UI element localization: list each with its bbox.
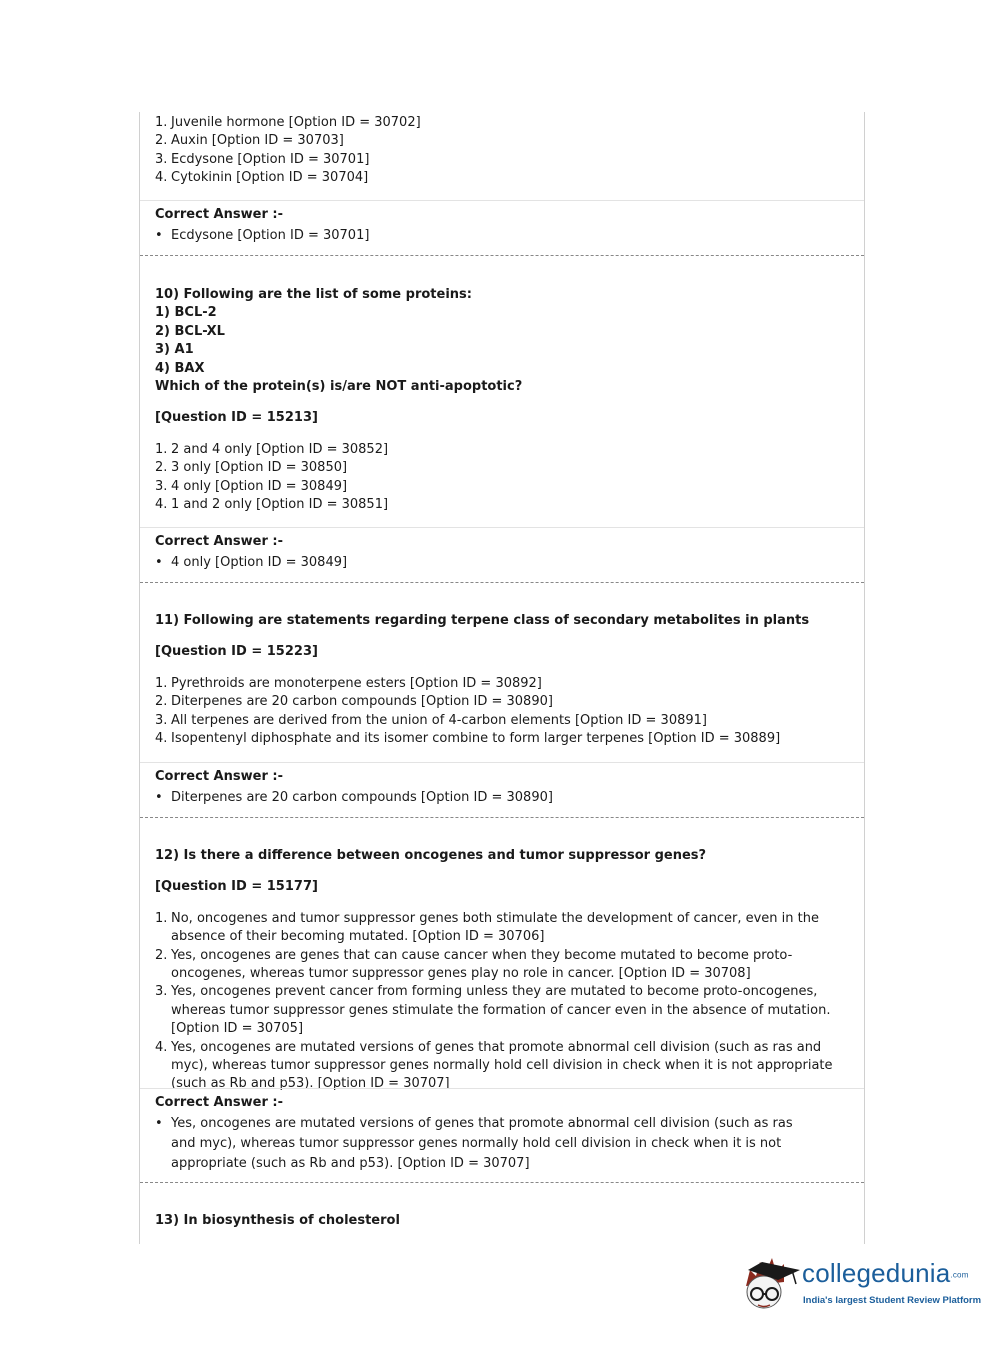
divider: [140, 200, 864, 201]
q10-option-4: 4. 1 and 2 only [Option ID = 30851]: [155, 496, 389, 512]
question-paper-frame: [139, 112, 865, 1244]
question-separator: [140, 255, 864, 256]
q9-option-3: 3. Ecdysone [Option ID = 30701]: [155, 151, 370, 167]
q11-option-4: 4. Isopentenyl diphosphate and its isomer combine to form larger terpenes [Option ID = 30889]: [155, 731, 781, 746]
q13-question: [155, 1212, 854, 1230]
collegedunia-logo: [740, 1248, 982, 1318]
divider: [140, 762, 864, 763]
q11-option-1: 1. Pyrethroids are monoterpene esters [Option ID = 30892]: [155, 675, 542, 691]
q10-item: 4) BAX: [155, 360, 205, 376]
q12-option-3: 3. Yes, oncogenes prevent cancer from forming unless they are mutated to become proto-oncogenes, whereas tumor suppressor genes stimulate the formation of cancer even in the absence of mutation. [Option ID = 30705]: [155, 984, 831, 1037]
q12-option-1: 1. No, oncogenes and tumor suppressor genes both stimulate the development of cancer, even in the absence of their becoming mutated. [Option ID = 30706]: [155, 910, 819, 945]
q12-question-id: [Question ID = 15177]: [155, 879, 318, 895]
q11-correct-answer: Diterpenes are 20 carbon compounds [Option ID = 30890]: [171, 790, 553, 806]
q13-title: 13) In biosynthesis of cholesterol: [155, 1213, 400, 1228]
question-separator: [140, 817, 864, 818]
q11-question-id: [Question ID = 15223]: [155, 644, 318, 660]
q10-item: 1) BCL-2: [155, 305, 217, 321]
q11-option-3: 3. All terpenes are derived from the union of 4-carbon elements [Option ID = 30891]: [155, 712, 707, 728]
question-separator: [140, 582, 864, 583]
q10-question: [155, 286, 854, 514]
q9-answer-section: [155, 206, 854, 246]
q10-item: 3) A1: [155, 342, 194, 358]
q12-answer-section: [155, 1094, 854, 1174]
q10-option-2: 2. 3 only [Option ID = 30850]: [155, 460, 348, 476]
q12-question: [155, 847, 854, 1094]
bullet: •: [155, 228, 163, 244]
divider: [140, 527, 864, 528]
q12-option-2: 2. Yes, oncogenes are genes that can cause cancer when they become mutated to become proto-oncogenes, whereas tumor suppressor genes play no role in cancer. [Option ID = 30708]: [155, 947, 793, 981]
q11-title: 11) Following are statements regarding terpene class of secondary metabolites in plants: [155, 613, 810, 628]
q10-item: 2) BCL-XL: [155, 323, 225, 339]
q10-answer-section: [155, 533, 854, 573]
q10-option-1: 1. 2 and 4 only [Option ID = 30852]: [155, 441, 389, 457]
bullet: •: [155, 790, 163, 806]
divider: [140, 1088, 864, 1089]
q10-correct-answer: 4 only [Option ID = 30849]: [171, 555, 348, 571]
q10-title: 10) Following are the list of some proteins:: [155, 287, 472, 302]
q12-correct-answer: Yes, oncogenes are mutated versions of genes that promote abnormal cell division (such as ras and myc), whereas tumor suppressor genes normally hold cell division in check when it is not appropriate (such as Rb and p53). [Option ID = 30707]: [171, 1116, 793, 1172]
q12-option-4: 4. Yes, oncogenes are mutated versions of genes that promote abnormal cell division (such as ras and myc), whereas tumor suppressor genes normally hold cell division in check when it is not appropriate (such as Rb and p53). [Option ID = 30707]: [155, 1039, 833, 1092]
q10-prompt: Which of the protein(s) is/are NOT anti-apoptotic?: [155, 378, 523, 394]
q9-option-2: 2. Auxin [Option ID = 30703]: [155, 133, 344, 149]
question-separator: [140, 1182, 864, 1183]
brand-name: collegedunia: [802, 1258, 951, 1288]
q11-question: [155, 612, 854, 748]
bullet: •: [155, 555, 163, 571]
q12-title: 12) Is there a difference between oncogenes and tumor suppressor genes?: [155, 848, 707, 863]
q11-option-2: 2. Diterpenes are 20 carbon compounds [Option ID = 30890]: [155, 694, 553, 710]
bullet: •: [155, 1116, 163, 1132]
q9-correct-answer: Ecdysone [Option ID = 30701]: [171, 228, 370, 244]
q11-answer-section: [155, 768, 854, 808]
correct-answer-label: Correct Answer :-: [155, 534, 283, 549]
correct-answer-label: Correct Answer :-: [155, 769, 283, 784]
brand-suffix: .com: [950, 1270, 969, 1280]
q9-option-1: 1. Juvenile hormone [Option ID = 30702]: [155, 115, 421, 130]
correct-answer-label: Correct Answer :-: [155, 207, 283, 222]
correct-answer-label: Correct Answer :-: [155, 1095, 283, 1110]
q10-question-id: [Question ID = 15213]: [155, 410, 318, 426]
q9-options: [155, 114, 854, 188]
q10-option-3: 3. 4 only [Option ID = 30849]: [155, 478, 348, 494]
q9-option-4: 4. Cytokinin [Option ID = 30704]: [155, 170, 369, 186]
brand-tagline: India's largest Student Review Platform: [803, 1295, 982, 1306]
